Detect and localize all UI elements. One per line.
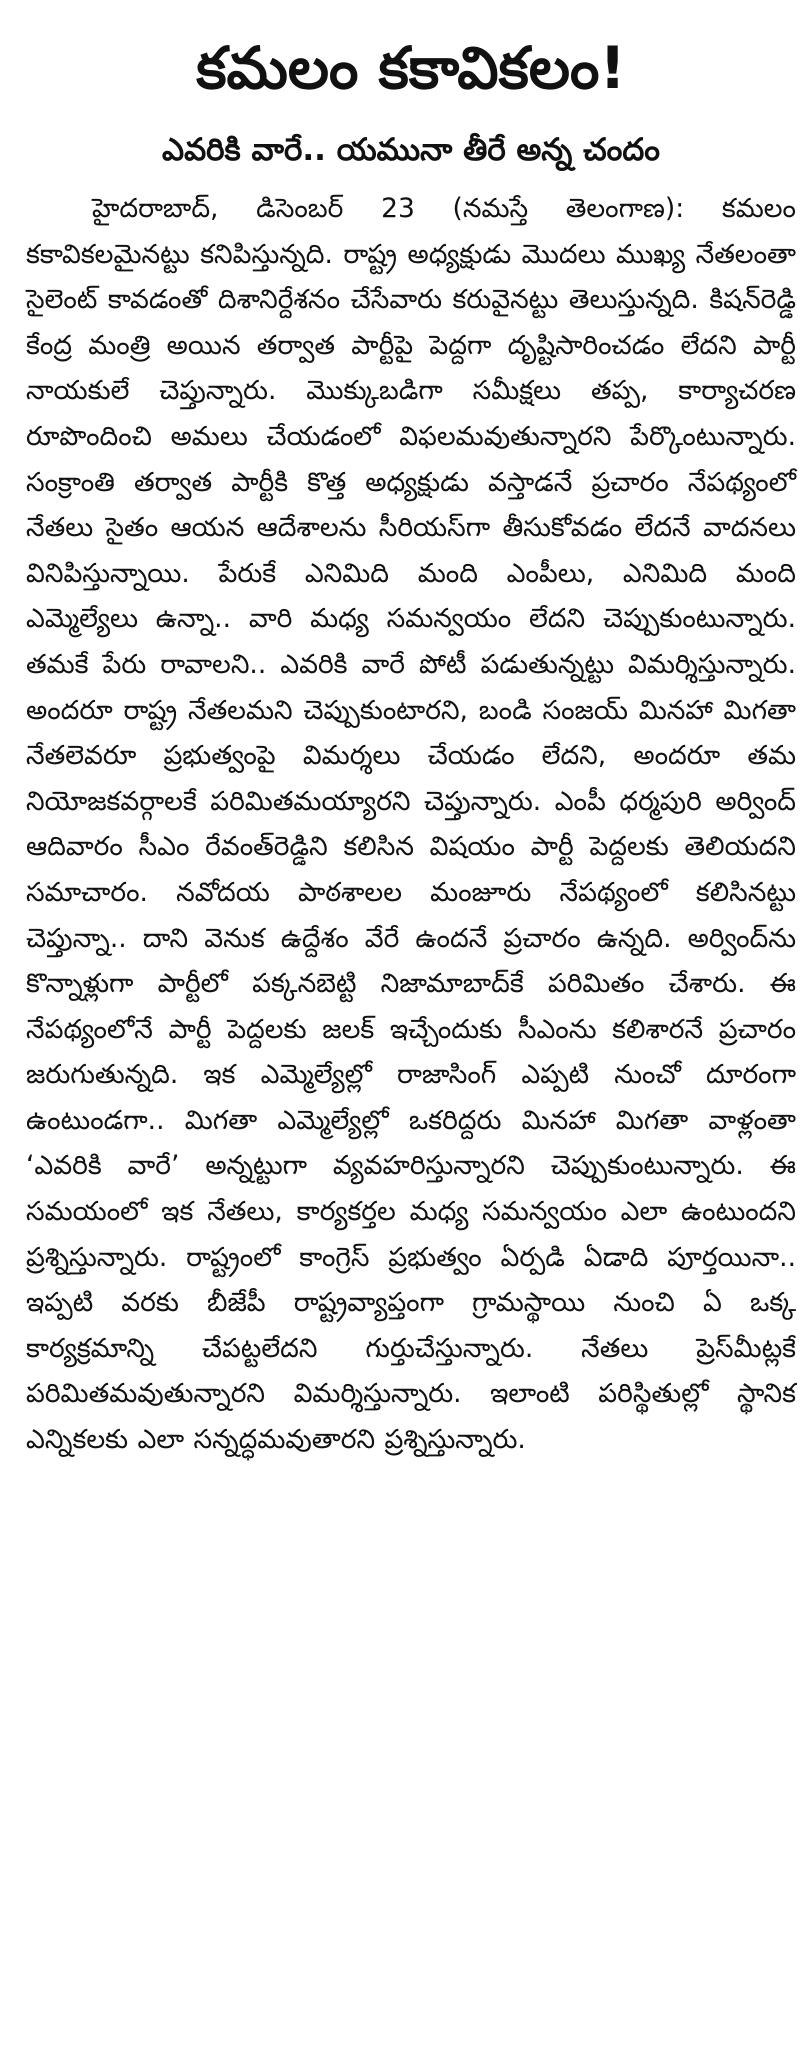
dateline: హైదరాబాద్, డిసెంబర్ 23 (నమస్తే తెలంగాణ): [92,193,685,224]
subheadline: ఎవరికి వారే.. యమునా తీరే అన్న చందం [162,132,660,168]
news-clipping [26,20,796,1463]
article-body-text: కమలం కకావికలమైనట్టు కనిపిస్తున్నది. రాష్ట్ర అధ్యక్షుడు మొదలు ముఖ్య నేతలంతా సైలెంట్ కావడంతో దిశానిర్దేశనం చేసేవారు కరువైనట్టు తెలుస్తున్నది. కిషన్‌రెడ్డి కేంద్ర మంత్రి అయిన తర్వాత పార్టీపై పెద్దగా దృష్టిసారించడం లేదని పార్టీ నాయకులే చెప్తున్నారు. మొక్కుబడిగా సమీక్షలు తప్ప, కార్యాచరణ రూపొందించి అమలు చేయడంలో విఫలమవుతున్నారని పేర్కొంటున్నారు. సంక్రాంతి తర్వాత పార్టీకి కొత్త అధ్యక్షుడు వస్తాడనే ప్రచారం నేపథ్యంలో నేతలు సైతం ఆయన ఆదేశాలను సీరియస్‌గా తీసుకోవడం లేదనే వాదనలు వినిపిస్తున్నాయి. పేరుకే ఎనిమిది మంది ఎంపీలు, ఎనిమిది మంది ఎమ్మెల్యేలు ఉన్నా.. వారి మధ్య సమన్వయం లేదని చెప్పుకుంటున్నారు. తమకే పేరు రావాలని.. ఎవరికి వారే పోటీ పడుతున్నట్టు విమర్శిస్తున్నారు. అందరూ రాష్ట్ర నేతలమని చెప్పుకుంటారని, బండి సంజయ్ మినహా మిగతా నేతలెవరూ ప్రభుత్వంపై విమర్శలు చేయడం లేదని, అందరూ తమ నియోజకవర్గాలకే పరిమితమయ్యారని చెప్తున్నారు. ఎంపీ ధర్మపురి అర్వింద్ ఆదివారం సీఎం రేవంత్‌రెడ్డిని కలిసిన విషయం పార్టీ పెద్దలకు తెలియదని సమాచారం. నవోదయ పాఠశాలల మంజూరు నేపథ్యంలో కలిసినట్టు చెప్తున్నా.. దాని వెనుక ఉద్దేశం వేరే ఉందనే ప్రచారం ఉన్నది. అర్వింద్‌ను కొన్నాళ్లుగా పార్టీలో పక్కనబెట్టి నిజామాబాద్‌కే పరిమితం చేశారు. ఈ నేపథ్యంలోనే పార్టీ పెద్దలకు జలక్ ఇచ్చేందుకు సీఎంను కలిశారనే ప్రచారం జరుగుతున్నది. ఇక ఎమ్మెల్యేల్లో రాజాసింగ్ ఎప్పటి నుంచో దూరంగా ఉంటుండగా.. మిగతా ఎమ్మెల్యేల్లో ఒకరిద్దరు మినహా మిగతా వాళ్లంతా ‘ఎవరికి వారే’ అన్నట్టుగా వ్యవహరిస్తున్నారని చెప్పుకుంటున్నారు. ఈ సమయంలో ఇక నేతలు, కార్యకర్తల మధ్య సమన్వయం ఎలా ఉంటుందని ప్రశ్నిస్తున్నారు. రాష్ట్రంలో కాంగ్రెస్ ప్రభుత్వం ఏర్పడి ఏడాది పూర్తయినా.. ఇప్పటి వరకు బీజేపీ రాష్ట్రవ్యాప్తంగా గ్రామస్థాయి నుంచి ఏ ఒక్క కార్యక్రమాన్ని చేపట్టలేదని గుర్తుచేస్తున్నారు. నేతలు ప్రెస్‌మీట్లకే పరిమితమవుతున్నారని విమర్శిస్తున్నారు. ఇలాంటి పరిస్థితుల్లో స్థానిక ఎన్నికలకు ఎలా సన్నద్ధమవుతారని ప్రశ్నిస్తున్నారు. [26,193,796,1456]
article-body [26,186,796,1463]
headline: కమలం కకావికలం! [196,34,626,102]
